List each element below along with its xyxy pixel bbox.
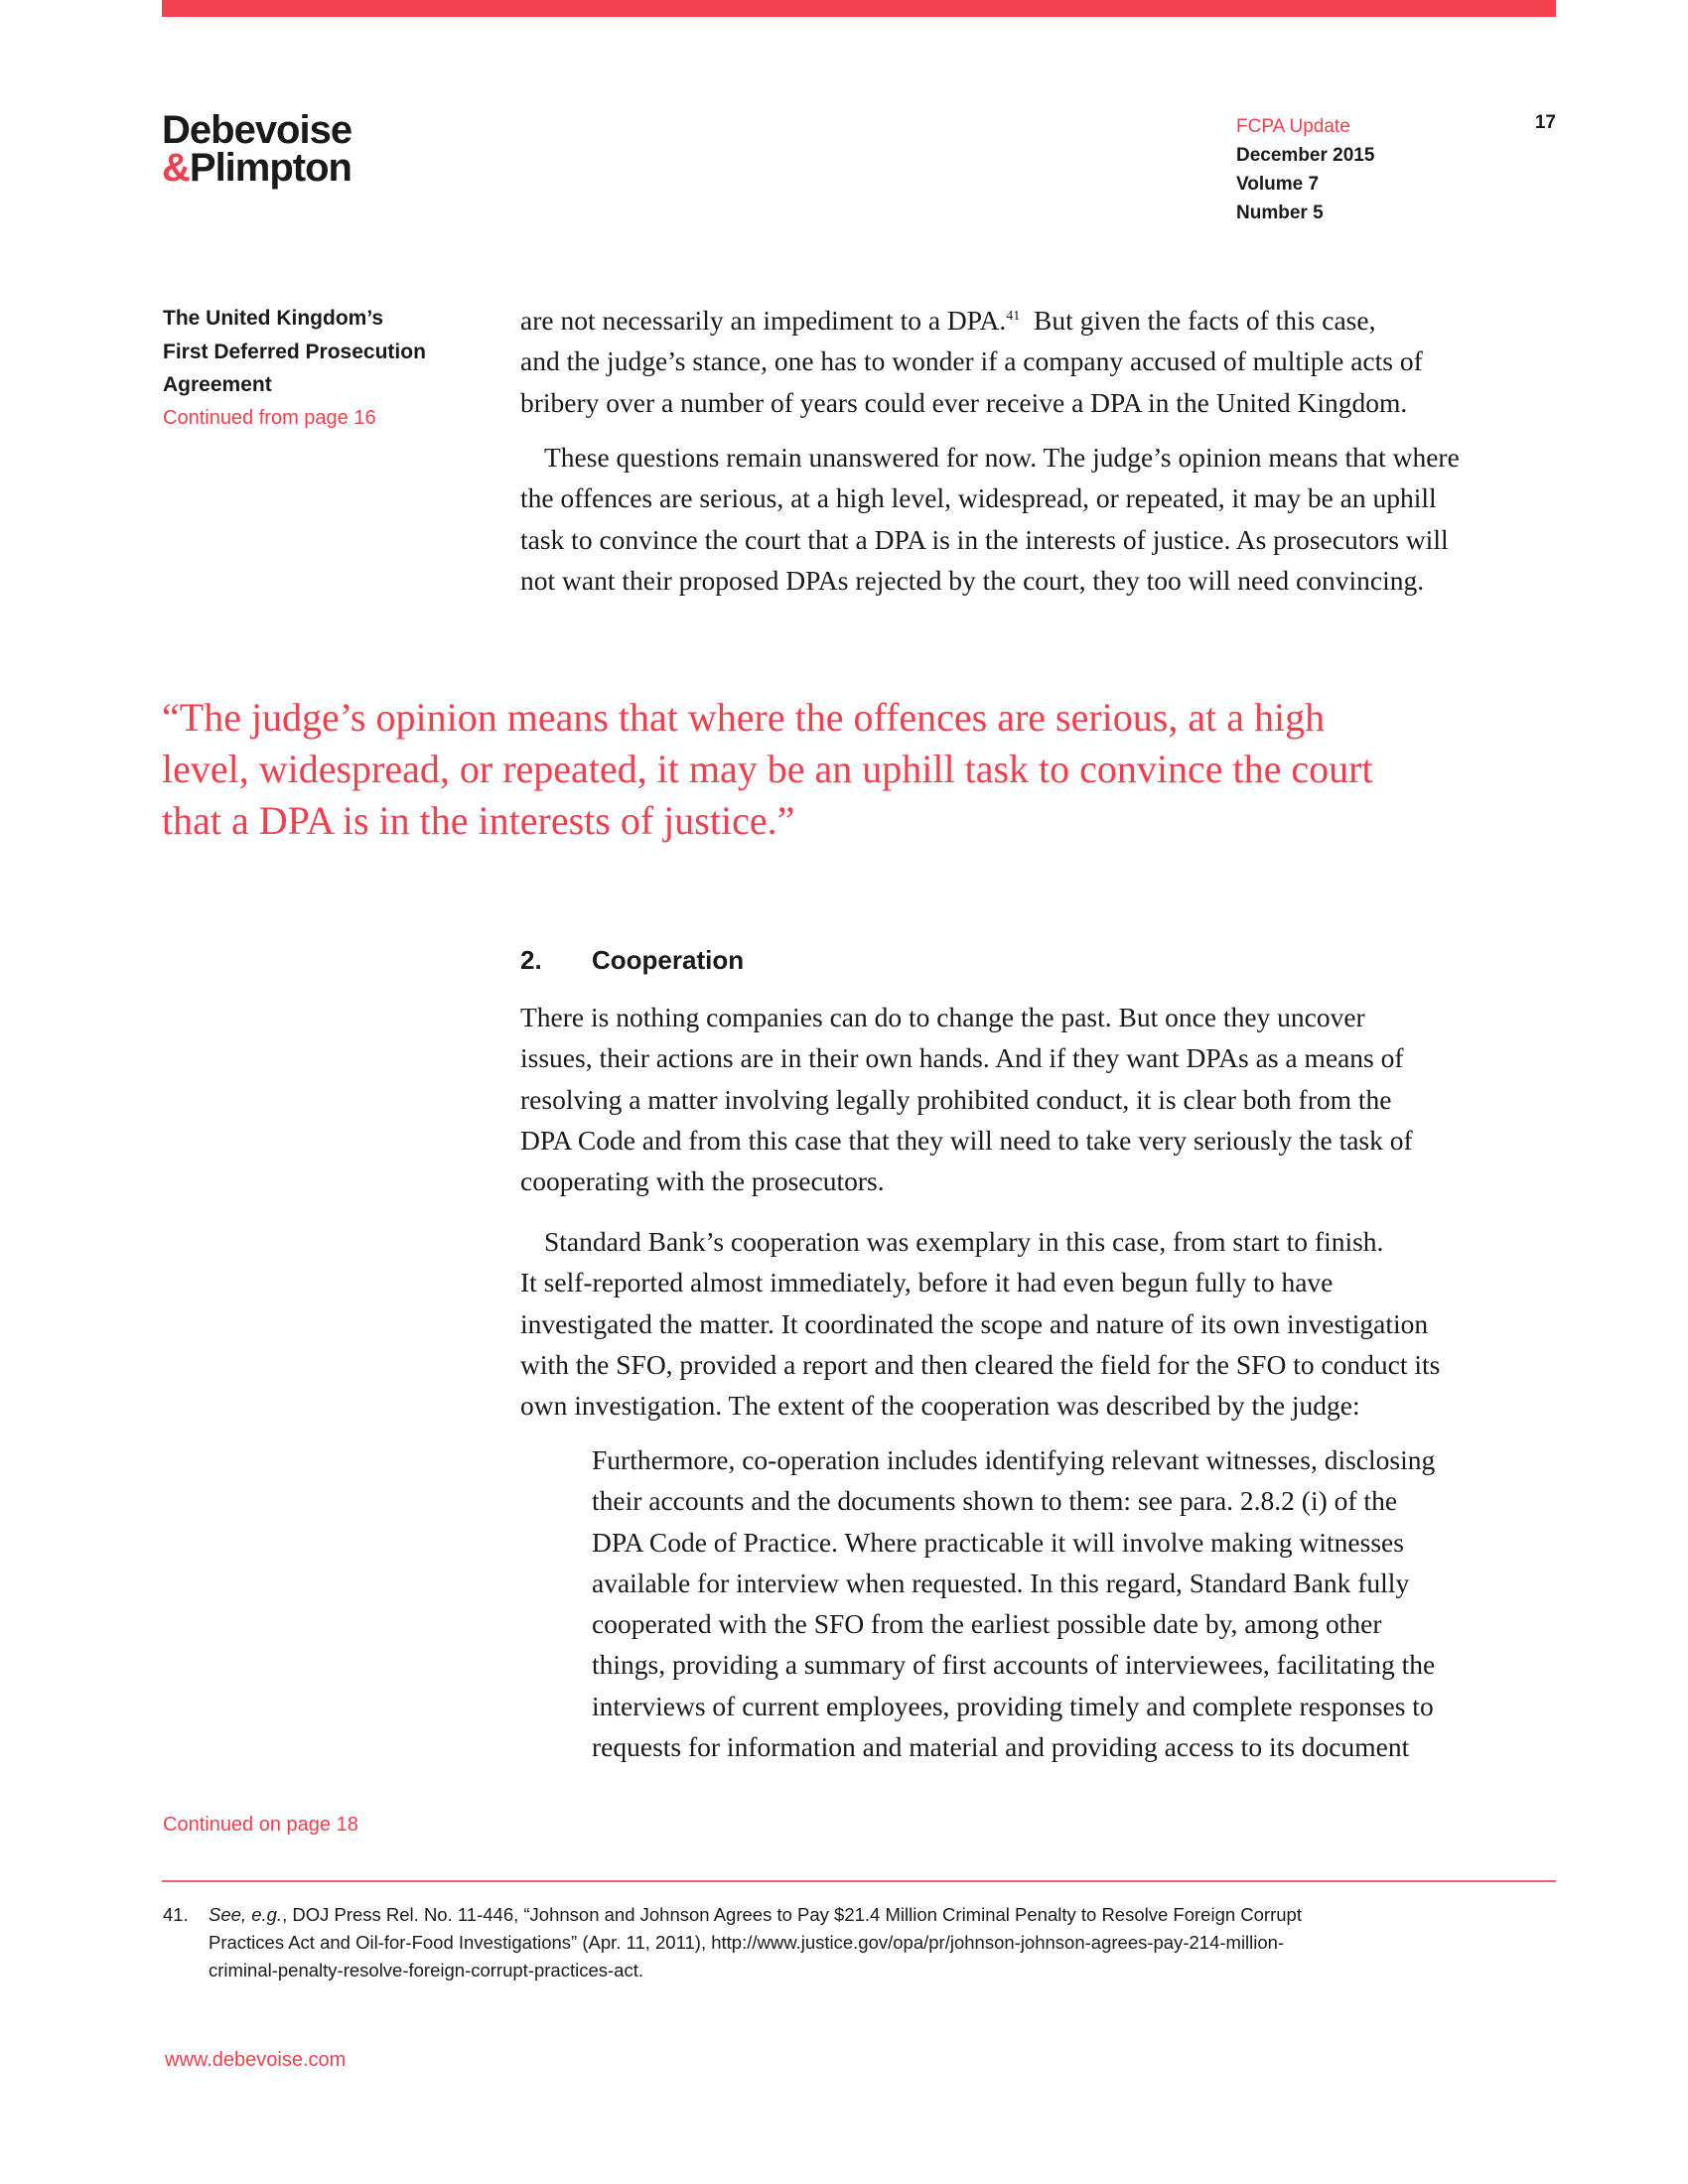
quote-line: level, widespread, or repeated, it may be an uphill task to convince the court — [162, 747, 1373, 791]
text-line: interviews of current employees, providing timely and complete responses to — [592, 1690, 1434, 1721]
section-title: Cooperation — [592, 945, 745, 975]
text-line: cooperated with the SFO from the earliest possible date by, among other — [592, 1608, 1382, 1640]
footnote — [163, 1901, 1302, 1984]
paragraph-4 — [520, 1221, 1563, 1426]
text-line: cooperating with the prosecutors. — [520, 1165, 885, 1197]
issue-date: December 2015 — [1236, 145, 1375, 166]
publication-name: FCPA Update — [1236, 116, 1350, 137]
text-line: These questions remain unanswered for now. The judge’s opinion means that where — [544, 442, 1460, 473]
page-number: 17 — [1534, 112, 1556, 133]
text-line: resolving a matter involving legally prohibited conduct, it is clear both from the — [520, 1083, 1392, 1115]
footnote-line: Practices Act and Oil-for-Food Investigations” (Apr. 11, 2011), http://www.justice.gov/opa/pr/johnson-johnson-agrees-pay-214-million- — [209, 1932, 1285, 1953]
text-line: things, providing a summary of first accounts of interviewees, facilitating the — [592, 1649, 1436, 1681]
top-accent-bar — [162, 0, 1556, 17]
logo-line2: Plimpton — [189, 146, 352, 190]
footnote-see: See, e.g. — [209, 1904, 283, 1925]
text-line: bribery over a number of years could ever receive a DPA in the United Kingdom. — [520, 386, 1408, 418]
footnote-line: , DOJ Press Rel. No. 11-446, “Johnson and Johnson Agrees to Pay $21.4 Million Criminal Penalty to Resolve Foreign Corrupt — [282, 1904, 1302, 1925]
footnote-number: 41. — [163, 1904, 189, 1925]
publication-meta — [1236, 112, 1374, 227]
quote-line: “The judge’s opinion means that where the offences are serious, at a high — [162, 695, 1326, 740]
issue-volume: Volume 7 — [1236, 174, 1320, 195]
text-line: DPA Code and from this case that they will need to take very seriously the task of — [520, 1124, 1413, 1156]
continued-from-link[interactable]: Continued from page 16 — [163, 406, 376, 429]
text-line: task to convince the court that a DPA is in the interests of justice. As prosecutors will — [520, 523, 1449, 555]
text-line: Furthermore, co-operation includes identifying relevant witnesses, disclosing — [592, 1444, 1436, 1475]
logo-line1: Debevoise — [162, 108, 352, 152]
footnote-divider — [162, 1880, 1556, 1882]
text-line: investigated the matter. It coordinated the scope and nature of its own investigation — [520, 1307, 1429, 1339]
logo-ampersand: & — [162, 146, 190, 190]
text-line: are not necessarily an impediment to a DPA. — [520, 305, 1007, 336]
paragraph-2 — [520, 437, 1563, 601]
article-title-line: The United Kingdom’s — [163, 307, 384, 330]
text-line: requests for information and material and providing access to its document — [592, 1731, 1410, 1763]
text-line: own investigation. The extent of the cooperation was described by the judge: — [520, 1390, 1360, 1422]
paragraph-3 — [520, 997, 1563, 1201]
section-number: 2. — [520, 945, 542, 975]
text-line: their accounts and the documents shown to them: see para. 2.8.2 (i) of the — [592, 1485, 1398, 1517]
footnote-line: criminal-penalty-resolve-foreign-corrupt-practices-act. — [209, 1960, 643, 1980]
footnote-ref[interactable]: 41 — [1006, 308, 1021, 324]
block-quote — [592, 1439, 1634, 1767]
text-line: issues, their actions are in their own hands. And if they want DPAs as a means of — [520, 1042, 1404, 1074]
text-line: DPA Code of Practice. Where practicable it will involve making witnesses — [592, 1526, 1404, 1558]
continued-on-link[interactable]: Continued on page 18 — [163, 1814, 358, 1836]
text-line: and the judge’s stance, one has to wonder if a company accused of multiple acts of — [520, 345, 1423, 377]
text-line: available for interview when requested. In this regard, Standard Bank fully — [592, 1567, 1410, 1598]
pull-quote — [162, 692, 1373, 847]
quote-line: that a DPA is in the interests of justice.” — [162, 798, 795, 843]
issue-number: Number 5 — [1236, 203, 1324, 223]
text-line: There is nothing companies can do to change the past. But once they uncover — [520, 1002, 1365, 1032]
article-title-line: First Deferred Prosecution — [163, 340, 426, 363]
article-sidebar — [163, 302, 426, 435]
text-line: not want their proposed DPAs rejected by the court, they too will need convincing. — [520, 564, 1425, 596]
text-line: with the SFO, provided a report and then cleared the field for the SFO to conduct its — [520, 1348, 1441, 1380]
text-line: Standard Bank’s cooperation was exemplary in this case, from start to finish. — [544, 1226, 1384, 1257]
text-line: the offences are serious, at a high level, widespread, or repeated, it may be an uphill — [520, 482, 1437, 514]
website-link[interactable]: www.debevoise.com — [165, 2049, 347, 2071]
text-line: It self-reported almost immediately, before it had even begun fully to have — [520, 1267, 1334, 1298]
paragraph-1 — [520, 300, 1563, 423]
text-line: But given the facts of this case, — [1020, 305, 1376, 336]
section-heading — [520, 945, 744, 976]
article-title-line: Agreement — [163, 373, 272, 396]
debevoise-logo — [162, 108, 352, 190]
